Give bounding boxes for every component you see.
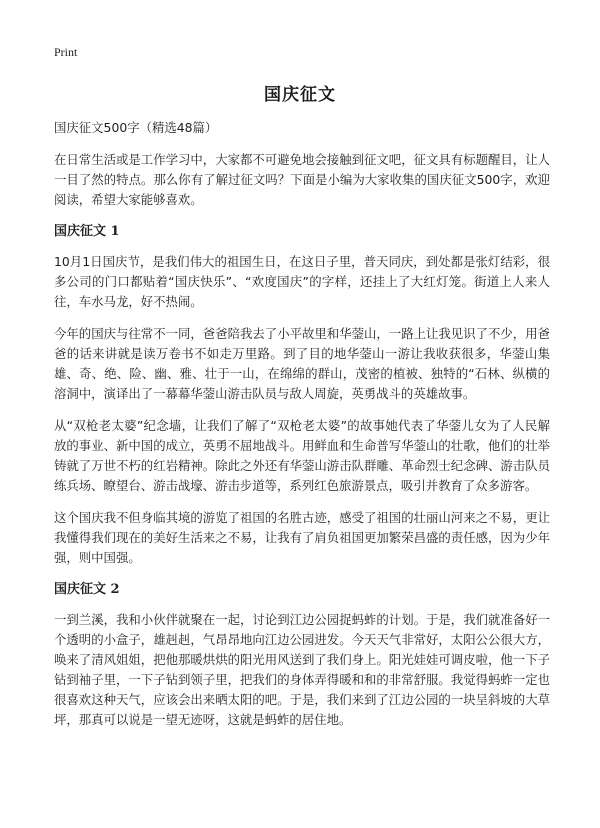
page-title: 国庆征文 — [264, 85, 336, 105]
section-paragraph: 从“双枪老太婆”纪念墙，让我们了解了“双枪老太婆”的故事她代表了华蓥儿女为了人民解放的事业、新中国的成立，英勇不屈地战斗。用鲜血和生命普写华蓥山的壮歌，他们的壮举铸就了万世不朽的红岩精神。除此之外还有华蓥山游击队群雕、革命烈士纪念碑、游击队员练兵场、瞭望台、游击战壕、游击步道等，系列红色旅游景点，吸引并教育了众多游客。 — [54, 418, 550, 493]
article-body — [54, 118, 550, 742]
intro-paragraph: 在日常生活或是工作学习中，大家都不可避免地会接触到征文吧，征文具有标题醒目，让人一目了然的特点。那么你有了解过征文吗？下面是小编为大家收集的国庆征文500字，欢迎阅读，希望大家能够喜欢。 — [54, 152, 550, 207]
section-heading: 国庆征文 1 — [54, 224, 120, 239]
section-heading: 国庆征文 2 — [54, 582, 120, 597]
section-paragraph: 这个国庆我不但身临其境的游览了祖国的名胜古迹，感受了祖国的壮丽山河来之不易，更让我懂得我们现在的美好生活来之不易，让我有了肩负祖国更加繁荣昌盛的责任感，因为少年强，则中国强。 — [54, 510, 550, 565]
print-link[interactable]: Print — [54, 45, 78, 59]
section-paragraph: 今年的国庆与往常不一同，爸爸陪我去了小平故里和华蓥山，一路上让我见识了不少，用爸爸的话来讲就是读万卷书不如走万里路。到了目的地华蓥山一游让我收获很多，华蓥山集雄、奇、绝、险、幽、雅、壮于一山，在绵绵的群山，茂密的植被、独特的“石林、纵横的溶洞中，演译出了一幕幕华蓥山游击队员与敌人周旋，英勇战斗的英雄故事。 — [54, 326, 550, 401]
section-paragraph: 10月1日国庆节，是我们伟大的祖国生日，在这日子里，普天同庆，到处都是张灯结彩，很多公司的门口都贴着“国庆快乐”、“欢度国庆”的字样，还挂上了大红灯笼。街道上人来人往，车水马龙，好不热闹。 — [54, 254, 550, 309]
section-paragraph: 一到兰溪，我和小伙伴就聚在一起，讨论到江边公园捉蚂蚱的计划。于是，我们就准备好一个透明的小盒子，雄赳赳，气昂昂地向江边公园进发。今天天气非常好，太阳公公很大方，唤来了清风姐姐，把他那暖烘烘的阳光用风送到了我们身上。阳光娃娃可调皮啦，他一下子钻到袖子里，一下子钻到领子里，把我们的身体弄得暖和和的非常舒服。我觉得蚂蚱一定也很喜欢这种天气，应该会出来晒太阳的吧。于是，我们来到了江边公园的一块呈斜坡的大草坪，那真可以说是一望无迹呀，这就是蚂蚱的居住地。 — [54, 612, 550, 727]
document-subtitle: 国庆征文500字（精选48篇） — [54, 120, 218, 135]
